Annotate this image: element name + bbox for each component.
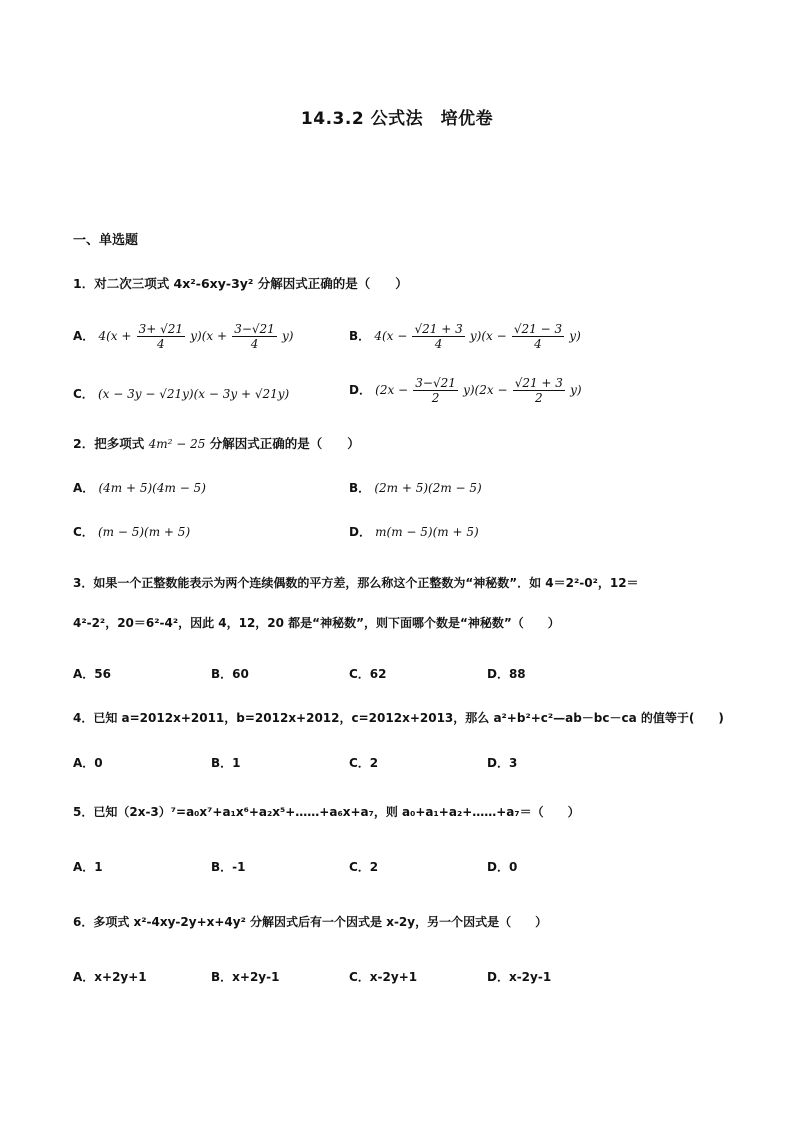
question-6-option-c[interactable]: C．x-2y+1 [349, 970, 418, 984]
option-label: C． [73, 525, 94, 539]
option-d-fraction-1 [413, 376, 458, 405]
question-5-option-b[interactable]: B．-1 [211, 860, 246, 874]
option-a-suffix: y) [282, 329, 294, 343]
option-text: (4m + 5)(4m − 5) [98, 481, 206, 495]
question-3-option-c[interactable]: C．62 [349, 667, 387, 681]
question-4-option-d[interactable]: D．3 [487, 756, 518, 770]
fraction-denominator: 4 [534, 337, 542, 351]
question-2-stem-math: 4m² − 25 [148, 437, 206, 451]
question-6-option-b[interactable]: B．x+2y-1 [211, 970, 280, 984]
option-label: D． [349, 383, 371, 397]
fraction-denominator: 4 [434, 337, 443, 351]
option-label: A． [73, 481, 95, 495]
option-b-prefix: 4(x − [374, 329, 408, 343]
question-5-stem: 5．已知（2x-3）⁷=a₀x⁷+a₁x⁶+a₂x⁵+……+a₆x+a₇，则 a₀+a₁+a₂+……+a₇＝（ ） [73, 805, 580, 819]
question-1-option-b[interactable] [349, 322, 581, 351]
option-d-suffix: y) [570, 383, 582, 397]
section-heading: 一、单选题 [73, 233, 139, 248]
question-3-stem-line-1: 3．如果一个正整数能表示为两个连续偶数的平方差，那么称这个正整数为“神秘数”．如 4＝2²-0²，12＝ [73, 576, 639, 590]
question-4-option-a[interactable]: A．0 [73, 756, 103, 770]
question-2-stem-b: 分解因式正确的是（ ） [209, 436, 360, 451]
option-d-prefix: (2x − [375, 383, 409, 397]
fraction-numerator: 3−√21 [234, 322, 275, 336]
page-title: 14.3.2 公式法 培优卷 [300, 109, 494, 129]
question-2-option-b[interactable] [349, 479, 482, 496]
option-b-fraction-2 [512, 322, 564, 351]
option-text: (2m + 5)(2m − 5) [374, 481, 482, 495]
option-a-mid: y)(x + [190, 329, 228, 343]
option-label: C． [73, 387, 94, 401]
option-b-mid: y)(x − [469, 329, 507, 343]
question-5-option-d[interactable]: D．0 [487, 860, 518, 874]
question-4-option-c[interactable]: C．2 [349, 756, 379, 770]
fraction-denominator: 4 [157, 337, 165, 351]
fraction-numerator: √21 + 3 [414, 322, 463, 336]
question-3-stem-line-2: 4²-2²，20＝6²-4²，因此 4，12，20 都是“神秘数”，则下面哪个数是“神秘数”（ ） [73, 616, 560, 630]
option-b-fraction-1 [412, 322, 464, 351]
option-text: (m − 5)(m + 5) [98, 525, 191, 539]
option-c-text: (x − 3y − √21y)(x − 3y + √21y) [98, 387, 290, 401]
question-6-stem: 6．多项式 x²-4xy-2y+x+4y² 分解因式后有一个因式是 x-2y，另一个因式是（ ） [73, 915, 548, 929]
option-a-prefix: 4(x + [98, 329, 132, 343]
question-1-option-d[interactable] [349, 376, 582, 405]
question-6-option-a[interactable]: A．x+2y+1 [73, 970, 147, 984]
question-5-option-a[interactable]: A．1 [73, 860, 103, 874]
question-2-option-c[interactable] [73, 523, 190, 540]
option-label: D． [349, 525, 371, 539]
question-2-stem-a: 2．把多项式 [73, 436, 145, 451]
fraction-denominator: 2 [535, 391, 543, 405]
option-a-fraction-2 [232, 322, 277, 351]
question-1-stem: 1．对二次三项式 4x²-6xy-3y² 分解因式正确的是（ ） [73, 276, 408, 291]
option-a-fraction-1 [137, 322, 185, 351]
option-d-fraction-2 [513, 376, 565, 405]
question-4-stem: 4．已知 a=2012x+2011，b=2012x+2012，c=2012x+2013，那么 a²+b²+c²—ab－bc－ca 的值等于( ) [73, 711, 724, 725]
option-label: B． [349, 329, 371, 343]
question-3-option-a[interactable]: A．56 [73, 667, 111, 681]
option-label: B． [349, 481, 371, 495]
fraction-numerator: √21 + 3 [514, 376, 563, 390]
question-4-option-b[interactable]: B．1 [211, 756, 241, 770]
question-1-option-a[interactable] [73, 322, 293, 351]
question-6-option-d[interactable]: D．x-2y-1 [487, 970, 552, 984]
question-2-option-a[interactable] [73, 479, 206, 496]
fraction-numerator: 3−√21 [415, 376, 456, 390]
option-text: m(m − 5)(m + 5) [375, 525, 479, 539]
option-label: A． [73, 329, 95, 343]
question-5-option-c[interactable]: C．2 [349, 860, 379, 874]
question-1-option-c[interactable] [73, 385, 289, 402]
question-2-stem [73, 434, 360, 452]
question-2-option-d[interactable] [349, 523, 479, 540]
fraction-denominator: 2 [431, 391, 440, 405]
fraction-denominator: 4 [250, 337, 259, 351]
fraction-numerator: 3+ √21 [138, 322, 184, 336]
fraction-numerator: √21 − 3 [513, 322, 563, 336]
question-3-option-b[interactable]: B．60 [211, 667, 249, 681]
question-3-option-d[interactable]: D．88 [487, 667, 526, 681]
option-d-mid: y)(2x − [463, 383, 508, 397]
option-b-suffix: y) [569, 329, 581, 343]
